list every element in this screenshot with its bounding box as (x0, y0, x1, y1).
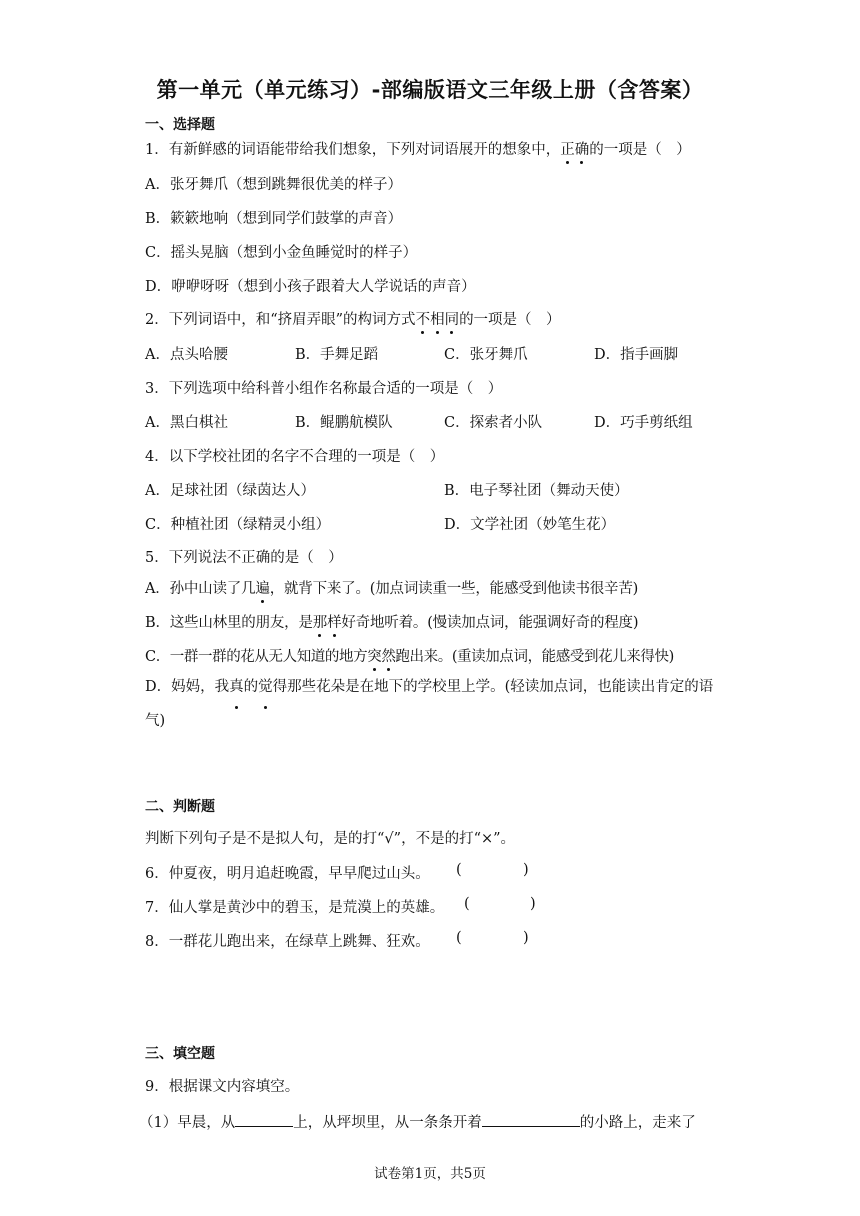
question-1-option-c: C．摇头晃脑（想到小金鱼睡觉时的样子） (145, 245, 418, 261)
question-7-answer-close: ) (530, 896, 536, 912)
section-heading-choice: 一、选择题 (145, 117, 215, 133)
question-3-option-b: B．鲲鹏航模队 (295, 415, 393, 431)
question-8-answer-close: ) (523, 930, 529, 946)
question-2-option-d: D．指手画脚 (594, 347, 679, 363)
question-9-stem: 9．根据课文内容填空。 (145, 1079, 300, 1095)
question-6-answer-close: ) (523, 862, 529, 878)
question-8: 8．一群花儿跑出来，在绿草上跳舞、狂欢。 (145, 934, 430, 950)
question-2-option-a: A．点头哈腰 (145, 347, 228, 363)
question-3-option-c: C．探索者小队 (444, 415, 543, 431)
question-1-option-d: D．咿咿呀呀（想到小孩子跟着大人学说话的声音） (145, 279, 476, 295)
question-6-answer-open: ( (456, 862, 462, 878)
fill-blank[interactable] (235, 1112, 293, 1127)
question-4-option-c: C．种植社团（绿精灵小组） (145, 517, 331, 533)
question-7: 7．仙人掌是黄沙中的碧玉，是荒漠上的英雄。 (145, 900, 445, 916)
question-7-answer-open: ( (464, 896, 470, 912)
question-3-option-d: D．巧手剪纸组 (594, 415, 693, 431)
question-5-option-b: B．这些山林里的朋友，是那样好奇地听着。(慢读加点词，能强调好奇的程度) (145, 611, 638, 632)
question-5-option-d: D．妈妈，我真的觉得那些花朵是在地下的学校里上学。(轻读加点词，也能读出肯定的语气) (145, 670, 715, 738)
judge-instructions: 判断下列句子是不是拟人句，是的打“√”，不是的打“×”。 (145, 831, 516, 847)
section-heading-fill: 三、填空题 (145, 1046, 215, 1062)
question-3-stem: 3．下列选项中给科普小组作名称最合适的一项是（ ） (145, 381, 503, 397)
question-1-option-a: A．张牙舞爪（想到跳舞很优美的样子） (145, 177, 402, 193)
question-8-answer-open: ( (456, 930, 462, 946)
question-5-option-a: A．孙中山读了几遍，就背下来了。(加点词读重一些，能感受到他读书很辛苦) (145, 577, 638, 598)
question-3-option-a: A．黑白棋社 (145, 415, 228, 431)
question-6: 6．仲夏夜，明月追赶晚霞，早早爬过山头。 (145, 866, 430, 882)
question-5-option-c: C．一群一群的花从无人知道的地方突然跑出来。(重读加点词，能感受到花儿来得快) (145, 645, 674, 666)
question-2-option-c: C．张牙舞爪 (444, 347, 528, 363)
fill-blank[interactable] (482, 1112, 580, 1127)
question-9-part-1: （1）早晨，从 上，从坪坝里，从一条条开着 的小路上，走来了 (139, 1111, 696, 1132)
question-4-option-a: A．足球社团（绿茵达人） (145, 483, 315, 499)
question-4-option-b: B．电子琴社团（舞动天使） (444, 483, 629, 499)
question-1-option-b: B．簌簌地响（想到同学们鼓掌的声音） (145, 211, 403, 227)
page-footer: 试卷第1页，共5页 (374, 1166, 486, 1182)
question-1-stem: 1．有新鲜感的词语能带给我们想象，下列对词语展开的想象中，正确的一项是（ ） (145, 138, 691, 159)
question-2-stem: 2．下列词语中，和“挤眉弄眼”的构词方式不相同的一项是（ ） (145, 308, 561, 329)
question-2-option-b: B．手舞足蹈 (295, 347, 379, 363)
question-5-stem: 5．下列说法不正确的是（ ） (145, 550, 343, 566)
section-heading-judge: 二、判断题 (145, 799, 215, 815)
question-4-stem: 4．以下学校社团的名字不合理的一项是（ ） (145, 449, 445, 465)
page-title: 第一单元（单元练习）-部编版语文三年级上册（含答案） (156, 78, 704, 102)
question-4-option-d: D．文学社团（妙笔生花） (444, 517, 616, 533)
